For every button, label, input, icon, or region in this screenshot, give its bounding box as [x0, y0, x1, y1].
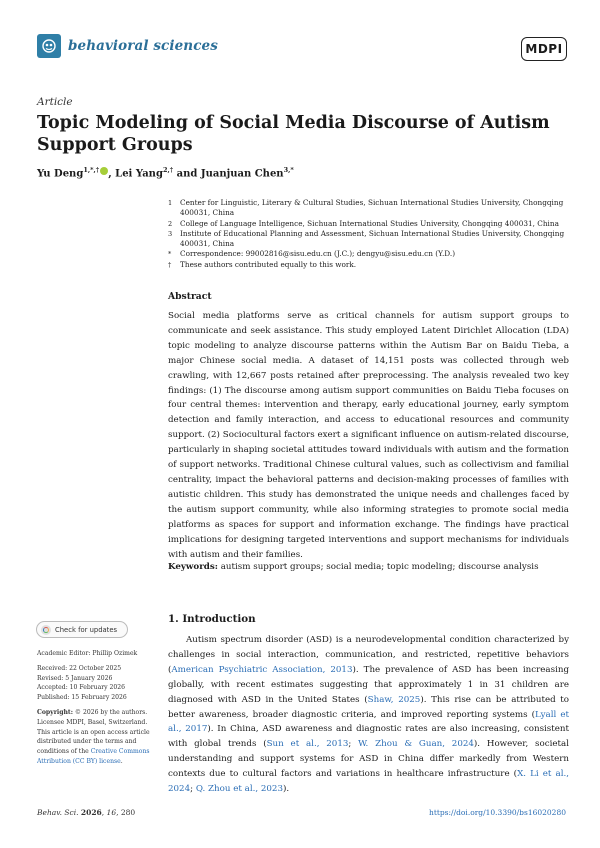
- check-updates-label: Check for updates: [55, 625, 118, 634]
- citation-article: 280: [120, 808, 136, 817]
- license-end: .: [120, 757, 123, 765]
- citation-footer: [37, 808, 135, 817]
- license-link[interactable]: Creative Commons Attribution (CC BY) license: [37, 748, 150, 765]
- author-affil-marker: 3,*: [283, 166, 294, 174]
- introduction-text: [168, 633, 569, 797]
- abstract-text: Social media platforms serve as critical channels for autism support groups to communicate and seek assistance. This study employed Latent Dirichlet Allocation (LDA) topic modeling to analyze discourse patterns within the Autism Bar on Baidu Tieba, a major Chinese social media. A dataset of 14,151 posts was collected through web crawling, with 12,667 posts retained after preprocessing. The analysis revealed two key findings: (1) The discourse among autism support communities on Baidu Tieba focuses on four central themes: intervention and therapy, early educational journey, early symptom detection and family interaction, and access to educational resources and community support. (2) Sociocultural factors exert a significant influence on autism-related discourse, particularly in shaping societal attitudes toward individuals with autism and the formation of support networks. Traditional Chinese cultural values, such as collectivism and familial centrality, impact the behavioral patterns and decision-making processes of families with autistic children. This study has demonstrated the unique needs and challenges faced by the autism support community, while also informing strategies to promote social media platforms as spaces for support and information exchange. The findings have practical implications for designing targeted interventions and support mechanisms for individuals with autism and their families.: [168, 311, 569, 560]
- accepted-date: Accepted: 10 February 2026: [37, 684, 126, 692]
- check-updates-button[interactable]: [36, 621, 128, 638]
- affiliation-marker: 1: [168, 199, 173, 207]
- citation-sep: ,: [101, 808, 107, 817]
- affiliations: [168, 198, 568, 270]
- affiliation-text: Institute of Educational Planning and Assessment, Sichuan International Studies University, Chongqing 400031, China: [180, 228, 565, 249]
- citation-volume: 16: [106, 808, 117, 817]
- keywords-label: Keywords:: [168, 562, 218, 572]
- author-list: [37, 166, 294, 179]
- abstract-heading: Abstract: [168, 291, 212, 302]
- affiliation-marker: *: [168, 250, 172, 259]
- citation-link[interactable]: W. Zhou & Guan, 2024: [358, 739, 474, 750]
- citation-year: 2026: [80, 808, 102, 817]
- journal-name[interactable]: behavioral sciences: [68, 38, 218, 54]
- citation-sep: ,: [116, 808, 121, 817]
- citation-link[interactable]: X. Li et al., 2024: [168, 769, 569, 795]
- author-separator: and: [173, 168, 201, 180]
- affiliation-item: [168, 219, 568, 229]
- citation-link[interactable]: American Psychiatric Association, 2013: [171, 664, 353, 675]
- equal-contribution-text: These authors contributed equally to this work.: [180, 259, 357, 269]
- author-affil-marker: 2,†: [162, 166, 174, 174]
- orcid-icon[interactable]: [100, 167, 108, 175]
- author-name[interactable]: Yu Deng: [37, 168, 84, 180]
- correspondence-text[interactable]: Correspondence: 99002816@sisu.edu.cn (J.C.); dengyu@sisu.edu.cn (Y.D.): [180, 249, 456, 259]
- received-date: Received: 22 October 2025: [37, 664, 122, 672]
- copyright-label: Copyright:: [37, 708, 73, 716]
- author-name[interactable]: Juanjuan Chen: [200, 168, 284, 180]
- article-type: Article: [37, 96, 73, 108]
- copyright-text: © 2026 by the authors. Licensee MDPI, Basel, Switzerland. This article is an open access article distributed under the terms and conditions of the: [37, 708, 150, 756]
- journal-logo-icon: [37, 34, 61, 58]
- introduction-text-run: ;: [190, 784, 196, 795]
- introduction-text-run: ;: [348, 739, 359, 750]
- article-info-sidebar: [37, 649, 162, 767]
- introduction-text-run: ).: [283, 784, 290, 795]
- author-separator: ,: [108, 168, 116, 180]
- affiliation-item: [168, 198, 568, 219]
- keywords-text: autism support groups; social media; topic modeling; discourse analysis: [220, 562, 539, 572]
- journal-abbrev: Behav. Sci.: [37, 808, 79, 817]
- check-updates-icon: [41, 625, 51, 635]
- section-heading-introduction: 1. Introduction: [168, 613, 256, 625]
- affiliation-marker: 3: [168, 229, 173, 238]
- correspondence-item: [168, 249, 568, 259]
- introduction-text-run: ). However, societal understanding and support systems for ASD in China differ markedly from Western contexts due to cultural factors and variations in healthcare infrastructure (: [168, 739, 569, 780]
- copyright-notice: [37, 708, 162, 767]
- academic-editor: Academic Editor: Phillip Ozimek: [37, 650, 138, 657]
- keywords: [168, 562, 569, 572]
- affiliation-marker: †: [168, 260, 172, 269]
- equal-contribution-note: [168, 260, 568, 270]
- introduction-text-run: Autism spectrum disorder (ASD) is a neurodevelopmental condition characterized by challenges in social interaction, communication, and restricted, repetitive behaviors (: [168, 635, 569, 675]
- affiliation-text: College of Language Intelligence, Sichuan International Studies University, Chongqing 400031, China: [180, 218, 559, 228]
- introduction-text-run: ). The prevalence of ASD has been increasing globally, with recent estimates suggesting that approximately 1 in 31 children are diagnosed with ASD in the United States (: [168, 664, 570, 705]
- citation-link[interactable]: Lyall et al., 2017: [168, 709, 569, 735]
- publisher-logo[interactable]: MDPI: [521, 37, 567, 61]
- introduction-paragraph: [168, 633, 569, 797]
- citation-link[interactable]: Shaw, 2025: [367, 694, 421, 705]
- published-date: Published: 15 February 2026: [37, 694, 127, 702]
- revised-date: Revised: 5 January 2026: [37, 674, 113, 682]
- author-affil-marker: 1,*,†: [83, 166, 100, 174]
- affiliation-item: [168, 229, 568, 250]
- citation-link[interactable]: Sun et al., 2013: [266, 739, 349, 750]
- affiliation-marker: 2: [168, 219, 173, 228]
- author-name[interactable]: Lei Yang: [115, 168, 163, 180]
- doi-link[interactable]: https://doi.org/10.3390/bs16020280: [429, 808, 566, 817]
- affiliation-text: Center for Linguistic, Literary & Cultural Studies, Sichuan International Studies University, Chongqing 400031, China: [180, 198, 564, 218]
- page-title: Topic Modeling of Social Media Discourse of Autism Support Groups: [37, 113, 550, 155]
- introduction-text-run: ). This rise can be attributed to better awareness, broader diagnostic criteria, and improved reporting systems (: [168, 694, 570, 720]
- introduction-text-run: ). In China, ASD awareness and diagnostic rates are also increasing, consistent with global trends (: [168, 724, 569, 750]
- citation-link[interactable]: Q. Zhou et al., 2023: [195, 784, 283, 795]
